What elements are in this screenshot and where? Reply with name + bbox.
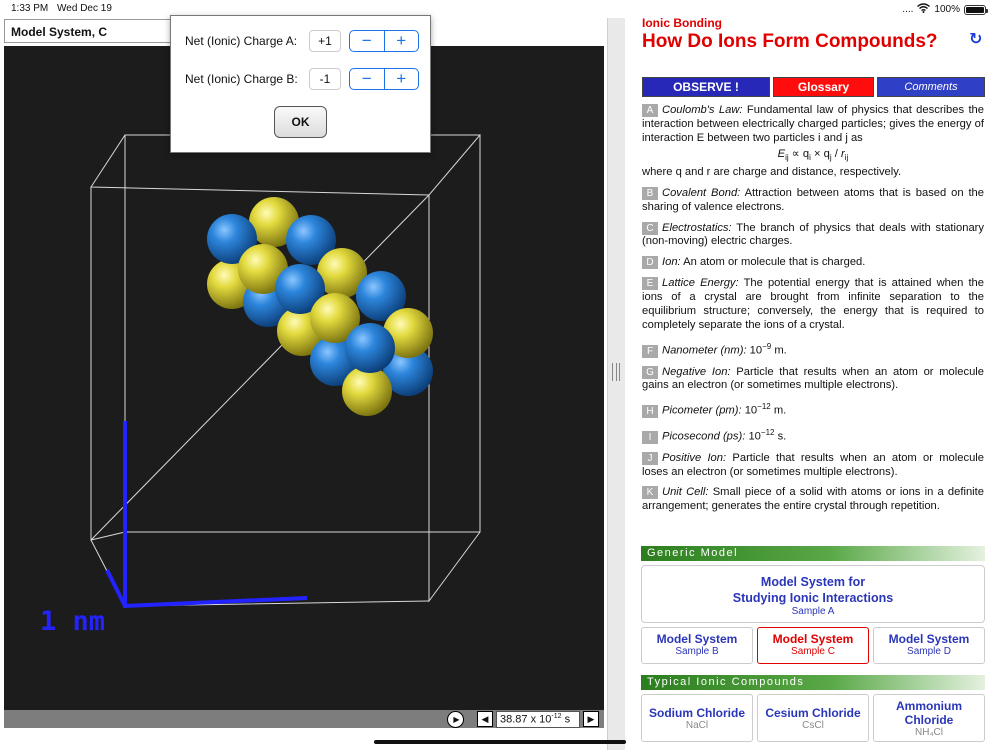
glossary-term: Electrostatics:: [662, 221, 732, 234]
glossary-term: Lattice Energy:: [662, 277, 739, 290]
status-date: Wed Dec 19: [57, 3, 112, 14]
glossary-letter: J: [642, 452, 658, 465]
lesson-title: How Do Ions Form Compounds?: [642, 31, 938, 52]
glossary-letter: K: [642, 486, 658, 499]
time-display: [496, 711, 580, 728]
glossary-definition: 10: [748, 430, 761, 443]
split-divider[interactable]: [607, 18, 625, 750]
glossary-definition: Small piece of a solid with atoms or ions in a definite arrangement; generates the entire crystal through repetition.: [642, 486, 984, 513]
compound-nh4cl-button[interactable]: [873, 694, 985, 742]
glossary-entry: [642, 277, 984, 333]
glossary-term: Unit Cell:: [662, 486, 709, 499]
tab-glossary[interactable]: Glossary: [773, 77, 874, 97]
step-forward-button[interactable]: [583, 711, 599, 727]
tab-comments[interactable]: Comments: [877, 77, 985, 97]
glossary-letter: B: [642, 187, 658, 200]
time-exponent: -12: [551, 713, 562, 720]
glossary-letter: E: [642, 277, 658, 290]
model-title: Model System, C: [4, 19, 204, 43]
charge-popup: [170, 15, 431, 153]
glossary-definition: Particle that results when an atom or molecule gains an electron (or sometimes multiple electrons).: [642, 365, 985, 392]
charge-a-label: Net (Ionic) Charge A:: [185, 34, 298, 48]
compound-formula: NaCl: [685, 720, 709, 731]
glossary-letter: D: [642, 256, 658, 269]
compound-name: Ammonium Chloride: [896, 699, 962, 727]
glossary-letter: A: [642, 104, 658, 117]
step-back-icon: ◀: [481, 713, 489, 724]
model-name: Model System: [772, 632, 854, 646]
generic-model-header: Generic Model: [641, 546, 985, 561]
step-forward-icon: ▶: [587, 713, 595, 724]
compound-name: Cesium Chloride: [765, 706, 861, 720]
tab-observe[interactable]: OBSERVE !: [642, 77, 770, 97]
glossary-entry: [642, 340, 984, 359]
divider-grip-icon[interactable]: [612, 363, 620, 381]
glossary-entry: [642, 400, 984, 419]
model-system-b-button[interactable]: [641, 627, 753, 664]
compound-formula: CsCl: [802, 720, 824, 731]
glossary-letter: C: [642, 222, 658, 235]
model-sample: Sample B: [675, 646, 719, 657]
glossary-letter: F: [642, 345, 658, 358]
model-system-d-button[interactable]: [873, 627, 985, 664]
status-time: 1:33 PM: [11, 3, 49, 14]
charge-b-increment-button[interactable]: +: [384, 69, 419, 89]
glossary-definition-after: where q and r are charge and distance, respectively.: [642, 165, 902, 178]
charge-b-value: -1: [309, 68, 341, 90]
charge-a-stepper[interactable]: [349, 30, 419, 52]
charge-b-label: Net (Ionic) Charge B:: [185, 72, 298, 86]
glossary-term: Picometer (pm):: [662, 405, 742, 418]
model-main-sample: Sample A: [791, 606, 835, 617]
compound-cscl-button[interactable]: [757, 694, 869, 742]
glossary-definition: 10: [749, 344, 763, 357]
playback-bar: [4, 710, 604, 728]
model-system-c-button[interactable]: [757, 627, 869, 664]
model-name: Model System: [656, 632, 738, 646]
charge-b-decrement-button[interactable]: −: [361, 69, 372, 88]
charge-a-increment-button[interactable]: +: [384, 31, 419, 51]
ion-yellow: [342, 366, 392, 416]
glossary-term: Ion:: [662, 256, 681, 269]
glossary-letter: I: [642, 431, 658, 444]
glossary-term: Coulomb's Law:: [662, 104, 743, 116]
glossary-exponent: −12: [757, 402, 771, 412]
glossary-term: Positive Ion:: [662, 451, 727, 464]
glossary-term: Nanometer (nm):: [662, 344, 747, 357]
play-button[interactable]: [447, 711, 464, 728]
glossary-unit: m.: [770, 405, 787, 418]
charge-b-row: [185, 68, 419, 90]
time-value: 38.87 x 10: [500, 713, 552, 726]
lesson-pane: [626, 0, 1000, 750]
glossary-entry: [642, 486, 984, 514]
signal-icon: ....: [902, 4, 914, 15]
glossary-definition: An atom or molecule that is charged.: [683, 256, 866, 269]
glossary-entry: [642, 104, 984, 180]
glossary-definition: Fundamental law of physics that describes the interaction between electrically charged particles; gives the energy of interaction E between two particles i and j as: [642, 104, 984, 144]
charge-b-stepper[interactable]: [349, 68, 419, 90]
model-main-line2: Studying Ionic Interactions: [732, 591, 894, 605]
glossary-exponent: −9: [762, 341, 772, 351]
compound-nacl-button[interactable]: [641, 694, 753, 742]
glossary-entry: [642, 222, 984, 250]
glossary-definition: 10: [744, 405, 758, 418]
refresh-icon[interactable]: ↻: [969, 31, 983, 48]
glossary-letter: G: [642, 366, 658, 379]
model-sample: Sample C: [791, 646, 835, 657]
glossary-unit: m.: [771, 344, 787, 357]
glossary-entry: [642, 426, 984, 445]
glossary-entry: [642, 452, 984, 480]
glossary-definition: The potential energy that is attained when the ions of a crystal are brought from infinite separation to the equilibrium structure; conversely, the energy that is required to completely separate the ions of a crystal.: [642, 277, 984, 332]
glossary-exponent: −12: [760, 428, 775, 438]
charge-a-decrement-button[interactable]: −: [361, 31, 372, 50]
model-name: Model System: [888, 632, 970, 646]
glossary-definition: The branch of physics that deals with stationary (non-moving) electric charges.: [642, 221, 985, 248]
glossary-unit: s.: [774, 430, 787, 443]
glossary-term: Negative Ion:: [662, 365, 731, 378]
battery-percent: 100%: [934, 4, 960, 15]
glossary-entry: [642, 366, 984, 394]
typical-compounds-header: Typical Ionic Compounds: [641, 675, 985, 690]
home-indicator[interactable]: [374, 740, 626, 744]
ion-spheres: [207, 197, 433, 416]
model-sample: Sample D: [907, 646, 951, 657]
charge-a-row: [185, 30, 419, 52]
model-system-a-button[interactable]: [641, 565, 985, 623]
scale-label: 1 nm: [40, 606, 106, 637]
glossary-definition: Attraction between atoms that is based on the sharing of valence electrons.: [642, 186, 985, 213]
compound-formula: NH₄Cl: [915, 727, 943, 738]
glossary-term: Picosecond (ps):: [662, 430, 746, 443]
glossary-entry: [642, 256, 984, 270]
coulomb-formula: $E_{ij} \propto q_i \times q_j / r_{ij}$: [777, 147, 849, 162]
scale-axes: [107, 421, 307, 606]
play-icon: ▶: [453, 715, 460, 724]
glossary-list: [642, 104, 984, 521]
ok-button[interactable]: OK: [274, 106, 327, 138]
compound-name: Sodium Chloride: [649, 706, 745, 720]
charge-a-value: +1: [309, 30, 341, 52]
time-unit: s: [564, 713, 571, 726]
ion-blue: [345, 323, 395, 373]
glossary-definition: Particle that results when an atom or molecule loses an electron (or sometimes multiple electrons).: [642, 451, 984, 478]
model-main-line1: Model System for: [760, 575, 866, 589]
glossary-letter: H: [642, 405, 658, 418]
glossary-term: Covalent Bond:: [662, 186, 741, 199]
step-back-button[interactable]: [477, 711, 493, 727]
lesson-subtitle: Ionic Bonding: [642, 16, 722, 30]
glossary-entry: [642, 187, 984, 215]
